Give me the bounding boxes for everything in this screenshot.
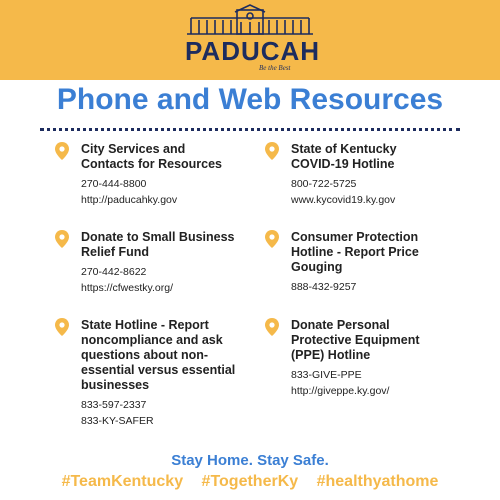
- resource-title-line: Donate to Small Business: [81, 230, 235, 244]
- map-pin-icon: [265, 142, 279, 160]
- dotted-divider: [40, 128, 460, 131]
- resource-phone: 800-722-5725: [291, 178, 357, 190]
- resource-title-line: Contacts for Resources: [81, 157, 223, 171]
- resource-title-line: City Services and: [81, 142, 186, 156]
- resource-phone: 833-GIVE-PPE: [291, 369, 362, 381]
- resource-phone: 833-597-2337: [81, 399, 147, 411]
- city-hall-building-icon: [185, 4, 315, 40]
- resource-title-line: (PPE) Hotline: [291, 348, 371, 362]
- resource-title-line: COVID-19 Hotline: [291, 157, 395, 171]
- resource-link[interactable]: https://cfwestky.org/: [81, 282, 174, 294]
- resource-link[interactable]: www.kycovid19.ky.gov: [291, 194, 396, 206]
- resource-title-line: State of Kentucky: [291, 142, 397, 156]
- resource-phone: 270-442-8622: [81, 266, 147, 278]
- footer-slogan: Stay Home. Stay Safe.: [171, 452, 329, 469]
- resource-phone: 833-KY-SAFER: [81, 415, 154, 427]
- resource-title-line: Consumer Protection: [291, 230, 419, 244]
- logo-wordmark: PADUCAH: [185, 36, 321, 66]
- resource-title-line: businesses: [81, 378, 150, 392]
- map-pin-icon: [265, 230, 279, 248]
- resource-title-line: State Hotline - Report: [81, 318, 209, 332]
- resource-title-line: Relief Fund: [81, 245, 150, 259]
- map-pin-icon: [55, 230, 69, 248]
- footer-hashtags: [0, 472, 500, 492]
- resource-link[interactable]: http://paducahky.gov: [81, 194, 178, 206]
- logo-tagline: Be the Best: [259, 64, 291, 72]
- hashtag-healthy-at-home: #healthyathome: [316, 473, 439, 490]
- resource-title-line: Donate Personal: [291, 318, 390, 332]
- resource-title-line: noncompliance and ask: [81, 333, 223, 347]
- resource-link[interactable]: http://giveppe.ky.gov/: [291, 385, 390, 397]
- resource-title-line: Gouging: [291, 260, 343, 274]
- hashtag-team-kentucky: #TeamKentucky: [61, 473, 184, 490]
- map-pin-icon: [55, 318, 69, 336]
- resource-title-line: questions about non-: [81, 348, 209, 362]
- resource-phone: 888-432-9257: [291, 281, 357, 293]
- resource-title-line: Protective Equipment: [291, 333, 420, 347]
- resource-title-line: essential versus essential: [81, 363, 236, 377]
- paducah-logo: [185, 4, 321, 76]
- page-title: Phone and Web Resources: [56, 83, 444, 116]
- map-pin-icon: [55, 142, 69, 160]
- resource-phone: 270-444-8800: [81, 178, 147, 190]
- resource-title-line: Hotline - Report Price: [291, 245, 419, 259]
- map-pin-icon: [265, 318, 279, 336]
- hashtag-together-ky: #TogetherKy: [201, 473, 299, 490]
